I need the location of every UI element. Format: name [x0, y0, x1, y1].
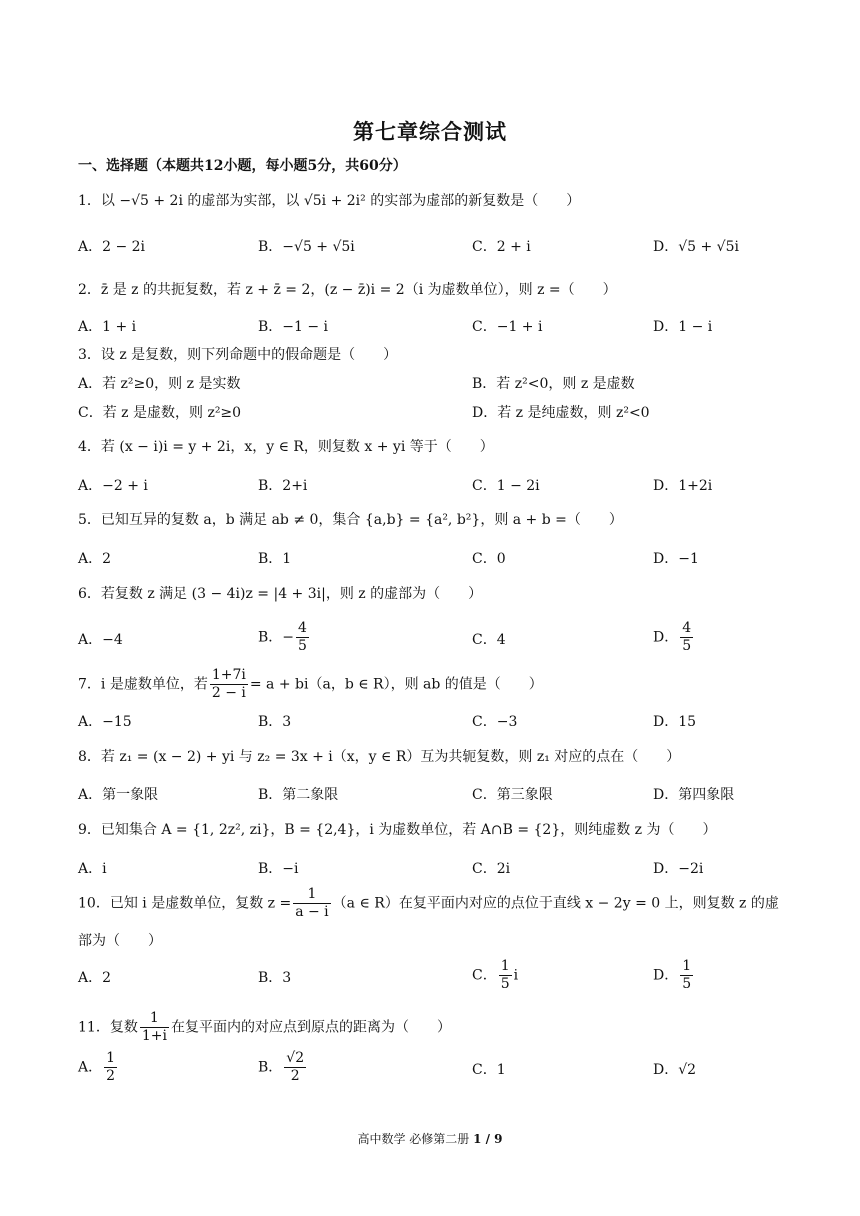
- q7-stem-post: = a + bi（a，b ∈ R），则 ab 的值是（ ）: [249, 676, 543, 693]
- fraction-denominator: a − i: [295, 904, 329, 920]
- fraction-denominator: 5: [682, 638, 692, 654]
- fraction-numerator: 1: [500, 958, 510, 974]
- q6-option-c: C．4: [472, 632, 506, 648]
- q11-option-b-label: B．: [258, 1059, 283, 1076]
- q3-option-a: A．若 z²≥0，则 z 是实数: [78, 376, 241, 392]
- question-10-stem: [78, 886, 779, 921]
- q6-option-d-label: D．: [653, 629, 679, 646]
- q11-option-a-fraction: [104, 1050, 117, 1085]
- q7-option-b: B．3: [258, 714, 292, 730]
- q11-option-a-label: A．: [78, 1059, 103, 1076]
- fraction-denominator: 5: [298, 638, 307, 654]
- q2-option-a: A．1 + i: [78, 319, 137, 335]
- question-2-stem: 2．z̄ 是 z 的共扼复数，若 z + z̄ = 2，(z − z̄)i = 2（i 为虚数单位），则 z =（ ）: [78, 282, 617, 298]
- q5-option-a: A．2: [78, 551, 112, 567]
- fraction-numerator: 1+7i: [211, 667, 246, 683]
- question-6-stem: 6．若复数 z 满足 (3 − 4i)z = |4 + 3i|，则 z 的虚部为（ ）: [78, 586, 483, 602]
- q2-option-c: C．−1 + i: [472, 319, 543, 335]
- q10-stem-post: （a ∈ R）在复平面内对应的点位于直线 x − 2y = 0 上，则复数 z 的虚: [332, 895, 779, 912]
- page-footer: [0, 1130, 860, 1147]
- q2-option-b: B．−1 − i: [258, 319, 329, 335]
- q1-option-b: B．−√5 + √5i: [258, 239, 355, 255]
- q6-option-a: A．−4: [78, 632, 123, 648]
- q2-option-d: D．1 − i: [653, 319, 713, 335]
- q7-fraction: [210, 667, 248, 702]
- q11-option-a: [78, 1050, 119, 1085]
- q11-stem-post: 在复平面内的对应点到原点的距离为（ ）: [170, 1019, 451, 1036]
- q11-option-b: [258, 1050, 308, 1085]
- question-8-stem: 8．若 z₁ = (x − 2) + yi 与 z₂ = 3x + i（x，y ∈ R）互为共轭复数，则 z₁ 对应的点在（ ）: [78, 749, 681, 765]
- question-11-stem: [78, 1010, 451, 1045]
- q4-option-d: D．1+2i: [653, 478, 713, 494]
- q4-option-a: A．−2 + i: [78, 478, 148, 494]
- q10-option-d: [653, 958, 695, 993]
- q11-option-c: C．1: [472, 1062, 506, 1078]
- q10-option-b: B．3: [258, 970, 292, 986]
- fraction-denominator: 5: [682, 976, 692, 992]
- q10-fraction: [293, 886, 330, 921]
- q10-option-d-label: D．: [653, 967, 679, 984]
- q8-option-d: D．第四象限: [653, 787, 735, 803]
- q3-option-b: B．若 z²<0，则 z 是虚数: [472, 376, 635, 392]
- fraction-numerator: 4: [682, 620, 692, 636]
- q4-option-c: C．1 − 2i: [472, 478, 540, 494]
- q7-option-d: D．15: [653, 714, 697, 730]
- q5-option-b: B．1: [258, 551, 292, 567]
- q6-option-b-fraction: [296, 620, 309, 655]
- question-5-stem: 5．已知互异的复数 a，b 满足 ab ≠ 0，集合 {a,b} = {a², b²}，则 a + b =（ ）: [78, 512, 623, 528]
- fraction-numerator: √2: [286, 1050, 305, 1066]
- q1-option-c: C．2 + i: [472, 239, 531, 255]
- question-3-stem: 3．设 z 是复数，则下列命题中的假命题是（ ）: [78, 347, 398, 363]
- q6-option-d-fraction: [680, 620, 693, 655]
- q10-option-c-label: C．: [472, 967, 497, 984]
- q7-stem-pre: 7．i 是虚数单位，若: [78, 676, 208, 693]
- q9-option-d: D．−2i: [653, 861, 704, 877]
- q3-option-d: D．若 z 是纯虚数，则 z²<0: [472, 405, 650, 421]
- fraction-numerator: 4: [298, 620, 307, 636]
- q9-option-b: B．−i: [258, 861, 299, 877]
- q8-option-b: B．第二象限: [258, 787, 339, 803]
- q10-stem-pre: 10．已知 i 是虚数单位，复数 z =: [78, 895, 292, 912]
- q9-option-a: A．i: [78, 861, 107, 877]
- q11-fraction: [140, 1010, 169, 1045]
- q5-option-c: C．0: [472, 551, 506, 567]
- q10-option-c-suffix: i: [513, 967, 519, 984]
- q11-stem-pre: 11．复数: [78, 1019, 138, 1036]
- q6-option-b-label: B．−: [258, 629, 295, 646]
- page-title: 第七章综合测试: [353, 119, 507, 144]
- q4-option-b: B．2+i: [258, 478, 308, 494]
- footer-text: 高中数学 必修第二册: [357, 1132, 474, 1146]
- q11-option-b-fraction: [284, 1050, 306, 1085]
- q7-option-a: A．−15: [78, 714, 132, 730]
- question-4-stem: 4．若 (x − i)i = y + 2i，x，y ∈ R，则复数 x + yi 等于（ ）: [78, 439, 494, 455]
- question-9-stem: 9．已知集合 A = {1, 2z², zi}，B = {2,4}，i 为虚数单位，若 A∩B = {2}，则纯虚数 z 为（ ）: [78, 822, 717, 838]
- q1-option-a: A．2 − 2i: [78, 239, 146, 255]
- q11-option-d: D．√2: [653, 1062, 697, 1078]
- fraction-numerator: 1: [682, 958, 692, 974]
- q10-option-d-fraction: [680, 958, 693, 993]
- q8-option-c: C．第三象限: [472, 787, 553, 803]
- fraction-denominator: 1+i: [141, 1028, 167, 1044]
- q10-option-c: [472, 958, 518, 993]
- q6-option-d: [653, 620, 695, 655]
- question-10-stem-line2: 部为（ ）: [78, 933, 162, 949]
- q5-option-d: D．−1: [653, 551, 699, 567]
- fraction-denominator: 2 − i: [211, 685, 246, 701]
- question-1-stem: 1．以 −√5 + 2i 的虚部为实部，以 √5i + 2i² 的实部为虚部的新复数是（ ）: [78, 193, 581, 209]
- page-number: 1 / 9: [473, 1132, 503, 1146]
- q8-option-a: A．第一象限: [78, 787, 159, 803]
- section-heading: 一、选择题（本题共12小题，每小题5分，共60分）: [78, 158, 407, 174]
- fraction-denominator: 5: [500, 976, 510, 992]
- q9-option-c: C．2i: [472, 861, 511, 877]
- fraction-denominator: 2: [290, 1068, 300, 1084]
- fraction-numerator: 1: [140, 1010, 169, 1028]
- fraction-numerator: 1: [106, 1050, 116, 1066]
- q7-option-c: C．−3: [472, 714, 518, 730]
- q1-option-d: D．√5 + √5i: [653, 239, 739, 255]
- q10-option-c-fraction: [499, 958, 512, 993]
- fraction-numerator: 1: [293, 886, 330, 904]
- q6-option-b: [258, 620, 311, 655]
- fraction-denominator: 2: [106, 1068, 116, 1084]
- q3-option-c: C．若 z 是虚数，则 z²≥0: [78, 405, 242, 421]
- question-7-stem: [78, 667, 543, 702]
- q10-option-a: A．2: [78, 970, 112, 986]
